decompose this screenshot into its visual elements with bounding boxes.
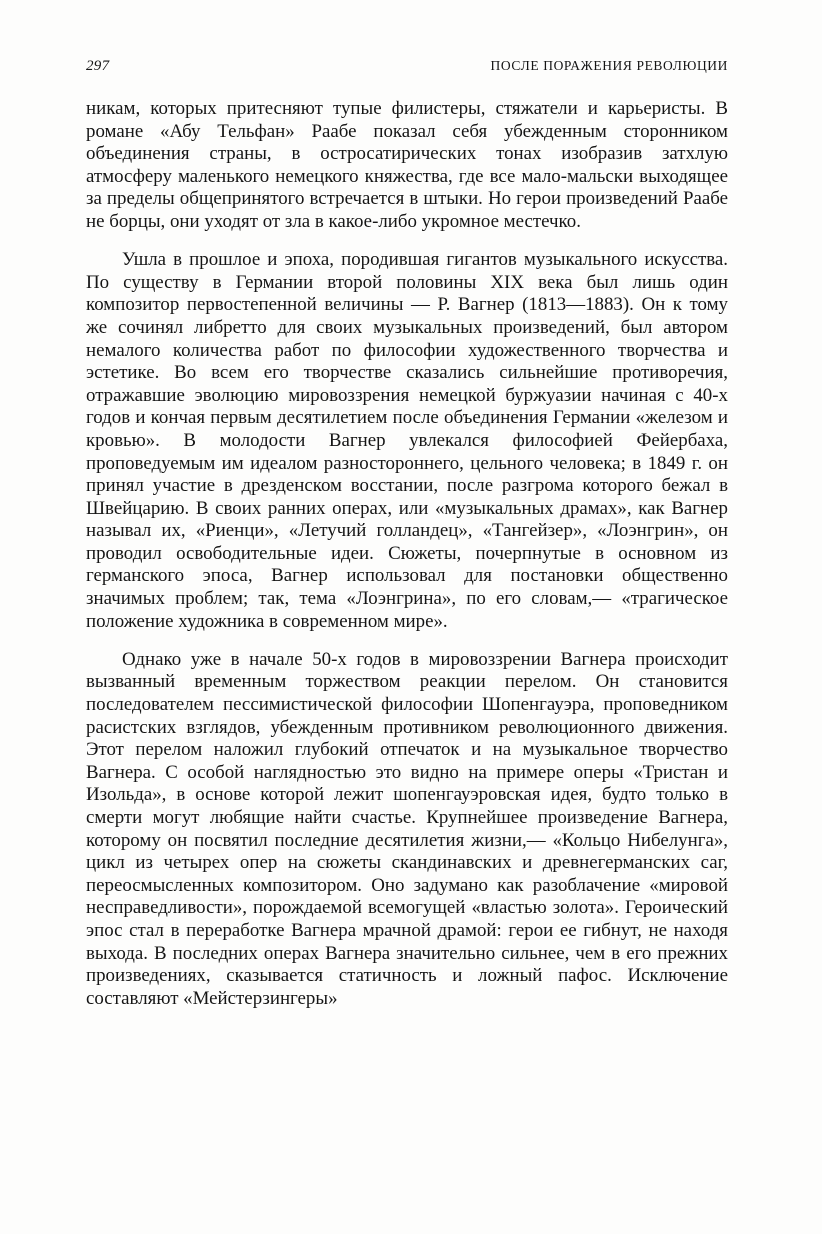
page-number: 297 bbox=[86, 58, 110, 74]
running-head bbox=[86, 58, 728, 80]
paragraph-continuation: никам, которых притесняют тупые филистеры, стяжатели и карьеристы. В романе «Абу Тельфан» Раабе показал себя убежденным сторонником объединения страны, в остросатирических тонах изобразив затхлую атмосферу маленького немецкого княжества, где все мало-мальски выходящее за пределы общепринятого встречается в штыки. Но герои произведений Раабе не борцы, они уходят от зла в какое-либо укромное местечко. bbox=[86, 98, 728, 232]
section-title: ПОСЛЕ ПОРАЖЕНИЯ РЕВОЛЮЦИИ bbox=[490, 58, 728, 73]
paragraph-wagner-intro: Ушла в прошлое и эпоха, породившая гигантов музыкального искусства. По существу в Германии второй половины XIX века был лишь один композитор первостепенной величины — Р. Вагнер (1813—1883). Он к тому же сочинял либретто для своих музыкальных произведений, был автором немалого количества работ по философии художественного творчества и эстетике. Во всем его творчестве сказались сильнейшие противоречия, отражавшие эволюцию мировоззрения немецкой буржуазии начиная с 40-х годов и кончая первым десятилетием после объединения Германии «железом и кровью». В молодости Вагнер увлекался философией Фейербаха, проповедуемым им идеалом разностороннего, цельного человека; в 1849 г. он принял участие в дрезденском восстании, после разгрома которого бежал в Швейцарию. В своих ранних операх, или «музыкальных драмах», как Вагнер называл их, «Риенци», «Летучий голландец», «Тангейзер», «Лоэнгрин», он проводил освободительные идеи. Сюжеты, почерпнутые в основном из германского эпоса, Вагнер использовал для постановки общественно значимых проблем; так, тема «Лоэнгрина», по его словам,— «трагическое положение художника в современном мире». bbox=[86, 249, 728, 632]
paragraph-wagner-turn: Однако уже в начале 50-х годов в мировоззрении Вагнера происходит вызванный временным торжеством реакции перелом. Он становится последователем пессимистической философии Шопенгауэра, проповедником расистских взглядов, убежденным противником революционного движения. Этот перелом наложил глубокий отпечаток и на музыкальное творчество Вагнера. С особой наглядностью это видно на примере оперы «Тристан и Изольда», в основе которой лежит шопенгауэровская идея, будто только в смерти могут любящие найти счастье. Крупнейшее произведение Вагнера, которому он посвятил последние десятилетия жизни,— «Кольцо Нибелунга», цикл из четырех опер на сюжеты скандинавских и древнегерманских саг, переосмысленных композитором. Оно задумано как разоблачение «мировой несправедливости», порождаемой всемогущей «властью золота». Героический эпос стал в переработке Вагнера мрачной драмой: герои ее гибнут, не находя выхода. В последних операх Вагнера значительно сильнее, чем в его прежних произведениях, сказывается статичность и ложный пафос. Исключение составляют «Мейстерзингеры» bbox=[86, 648, 728, 1009]
body-text bbox=[86, 98, 728, 1026]
